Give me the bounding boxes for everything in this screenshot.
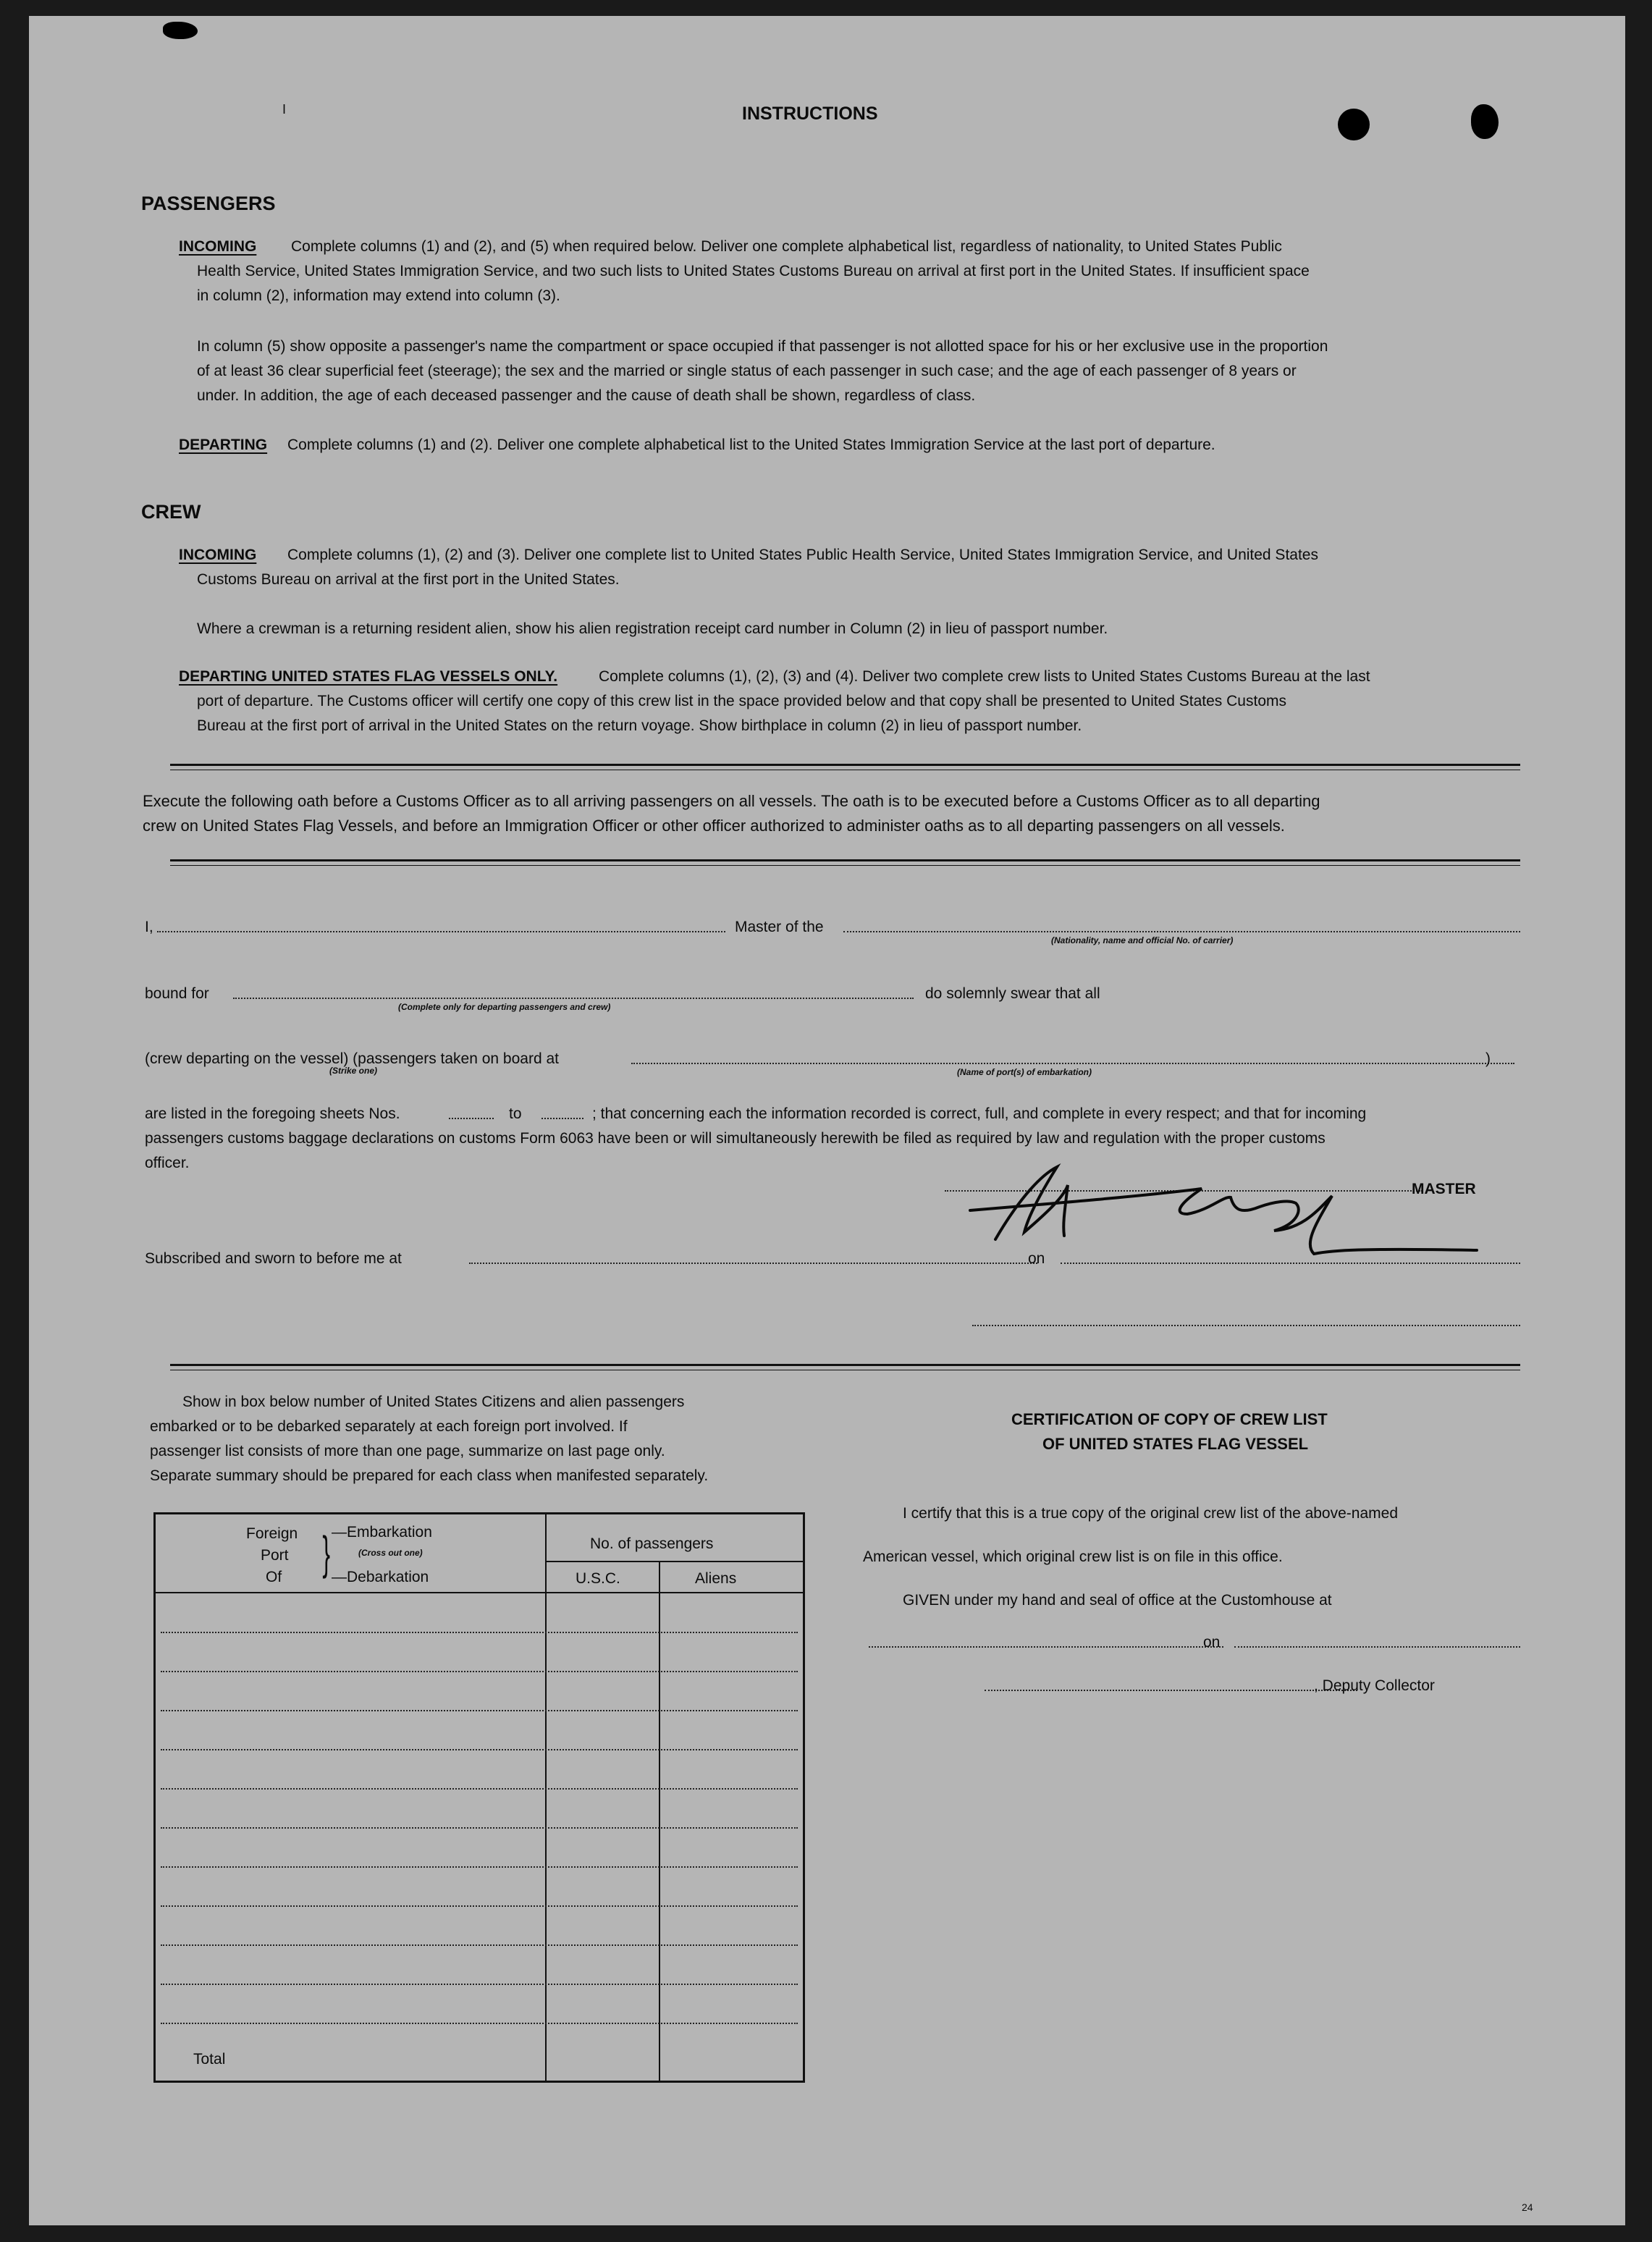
page-mark: 24 (1522, 2201, 1533, 2213)
certification-title: CERTIFICATION OF COPY OF CREW LIST (1011, 1410, 1328, 1428)
sheets-text: ; that concerning each the information recorded is correct, full, and complete in every respect; and that for incoming (592, 1105, 1367, 1122)
summary-row[interactable] (161, 1671, 798, 1672)
ports-field[interactable] (631, 1063, 1514, 1064)
summary-instruction: Separate summary should be prepared for each class when manifested separately. (150, 1467, 709, 1484)
sheets-to-label: to (509, 1105, 522, 1122)
subscribed-place-field[interactable] (469, 1263, 1037, 1264)
certification-given: GIVEN under my hand and seal of office at the Customhouse at (903, 1592, 1332, 1609)
table-col-divider (545, 1512, 547, 2083)
certification-text: I certify that this is a true copy of the original crew list of the above-named (903, 1505, 1398, 1522)
swear-label: do solemnly swear that all (925, 985, 1100, 1002)
deputy-collector-label: , Deputy Collector (1314, 1677, 1435, 1694)
passengers-col5-text: of at least 36 clear superficial feet (steerage); the sex and the married or single status of each passenger in such case; and the age of each passenger of 8 years or (197, 363, 1297, 379)
summary-instruction: passenger list consists of more than one page, summarize on last page only. (150, 1443, 665, 1459)
sheet-to-field[interactable] (541, 1118, 583, 1119)
crew-heading: CREW (141, 501, 201, 523)
deputy-signature-field[interactable] (985, 1690, 1357, 1691)
crew-incoming-text: Complete columns (1), (2) and (3). Deliver one complete list to United States Public Health Service, United States Immigration Service, and United States (287, 547, 1318, 563)
divider-top (170, 764, 1520, 766)
crew-alien-text: Where a crewman is a returning resident alien, show his alien registration receipt card number in Column (2) in lieu of passport number. (197, 620, 1108, 637)
summary-row[interactable] (161, 1984, 798, 1985)
crew-departing-text: Complete columns (1), (2), (3) and (4). Deliver two complete crew lists to United States Customs Bureau at the last (599, 668, 1370, 685)
crew-incoming-text: Customs Bureau on arrival at the first port in the United States. (197, 571, 620, 588)
sheets-label: are listed in the foregoing sheets Nos. (145, 1105, 400, 1122)
usc-header: U.S.C. (576, 1570, 620, 1587)
ports-close-paren: ) (1485, 1050, 1491, 1067)
divider-mid (170, 859, 1520, 861)
page-title: INSTRUCTIONS (742, 104, 878, 124)
oath-intro-text: crew on United States Flag Vessels, and before an Immigration Officer or other officer authorized to administer oaths as to all departing passengers on all vessels. (143, 817, 1285, 835)
oath-i-label: I, (145, 919, 153, 935)
passengers-col5-text: under. In addition, the age of each deceased passenger and the cause of death shall be shown, regardless of class. (197, 387, 976, 404)
table-col-divider (659, 1561, 660, 2083)
no-passengers-header: No. of passengers (590, 1535, 714, 1552)
officer-signature-field[interactable] (972, 1325, 1520, 1326)
summary-instruction: Show in box below number of United States Citizens and alien passengers (182, 1394, 685, 1410)
subscribed-label: Subscribed and sworn to before me at (145, 1250, 402, 1267)
margin-mark: I (282, 102, 287, 117)
foreign-label: Foreign (246, 1525, 298, 1542)
summary-row[interactable] (161, 1905, 798, 1907)
passengers-incoming-label: INCOMING (179, 238, 257, 255)
punch-hole-right (1471, 104, 1499, 139)
divider-bottom (170, 1364, 1520, 1366)
divider-mid-thin (170, 865, 1520, 866)
bound-for-field[interactable] (233, 998, 914, 999)
passenger-summary-table (153, 1512, 805, 2083)
table-header-bottom (153, 1592, 805, 1593)
subscribed-on-label: on (1028, 1250, 1045, 1267)
certification-on-label: on (1203, 1634, 1221, 1651)
passengers-heading: PASSENGERS (141, 193, 276, 214)
passengers-departing-text: Complete columns (1) and (2). Deliver one complete alphabetical list to the United States Immigration Service at the last port of departure. (287, 437, 1215, 453)
port-label: Port (261, 1547, 289, 1564)
summary-row[interactable] (161, 1749, 798, 1750)
debarkation-label: —Debarkation (332, 1569, 429, 1585)
crew-incoming-label: INCOMING (179, 547, 257, 563)
master-of-label: Master of the (735, 919, 824, 935)
document-page (29, 16, 1625, 2225)
master-name-field[interactable] (157, 931, 725, 932)
sheets-text: officer. (145, 1155, 190, 1171)
certification-title: OF UNITED STATES FLAG VESSEL (1042, 1435, 1309, 1453)
ports-caption: (Name of port(s) of embarkation) (957, 1067, 1092, 1077)
summary-row[interactable] (161, 1944, 798, 1946)
brace: } (322, 1527, 331, 1579)
carrier-field[interactable] (843, 931, 1520, 932)
bound-for-caption: (Complete only for departing passengers and crew) (398, 1002, 611, 1012)
passengers-departing-label: DEPARTING (179, 437, 268, 453)
summary-instruction: embarked or to be debarked separately at each foreign port involved. If (150, 1418, 628, 1435)
passengers-incoming-text: Health Service, United States Immigration Service, and two such lists to United States Customs Bureau on arrival at first port in the United States. If insufficient space (197, 263, 1310, 279)
customhouse-field[interactable] (869, 1646, 1223, 1648)
summary-row[interactable] (161, 1710, 798, 1711)
bound-for-label: bound for (145, 985, 209, 1002)
crew-departing-label: DEPARTING UNITED STATES FLAG VESSELS ONLY. (179, 668, 558, 685)
oath-intro-text: Execute the following oath before a Customs Officer as to all arriving passengers on all vessels. The oath is to be executed before a Customs Officer as to all departing (143, 792, 1320, 810)
summary-row[interactable] (161, 1866, 798, 1868)
aliens-header: Aliens (695, 1570, 737, 1587)
certification-text: American vessel, which original crew list is on file in this office. (863, 1548, 1283, 1565)
passengers-incoming-text: in column (2), information may extend into column (3). (197, 287, 560, 304)
summary-row[interactable] (161, 2023, 798, 2024)
crew-departing-text: port of departure. The Customs officer will certify one copy of this crew list in the space provided below and that copy shall be presented to United States Customs (197, 693, 1286, 709)
of-label: Of (266, 1569, 282, 1585)
sheets-text: passengers customs baggage declarations on customs Form 6063 have been or will simultaneously herewith be filed as required by law and regulation with the proper customs (145, 1130, 1326, 1147)
cross-out-caption: (Cross out one) (358, 1548, 423, 1558)
punch-hole-left (1338, 109, 1370, 140)
passengers-col5-text: In column (5) show opposite a passenger's name the compartment or space occupied if that passenger is not allotted space for his or her exclusive use in the proportion (197, 338, 1328, 355)
ink-blot-left (163, 22, 198, 39)
certification-date-field[interactable] (1234, 1646, 1520, 1648)
carrier-field-caption: (Nationality, name and official No. of carrier) (1051, 935, 1234, 945)
total-label: Total (193, 2051, 226, 2068)
crew-departing-text: Bureau at the first port of arrival in the United States on the return voyage. Show birthplace in column (2) in lieu of passport number. (197, 717, 1082, 734)
table-header-divider (545, 1561, 805, 1562)
summary-row[interactable] (161, 1632, 798, 1633)
strike-one-caption: (Strike one) (329, 1066, 378, 1076)
master-label: MASTER (1412, 1181, 1476, 1197)
subscribed-date-field[interactable] (1061, 1263, 1520, 1264)
embarkation-label: —Embarkation (332, 1524, 432, 1541)
passengers-incoming-text: Complete columns (1) and (2), and (5) when required below. Deliver one complete alphabetical list, regardless of nationality, to United States Public (291, 238, 1282, 255)
summary-row[interactable] (161, 1788, 798, 1790)
summary-row[interactable] (161, 1827, 798, 1829)
crew-departing-label: (crew departing on the vessel) (passengers taken on board at (145, 1050, 559, 1067)
sheet-from-field[interactable] (449, 1118, 494, 1119)
